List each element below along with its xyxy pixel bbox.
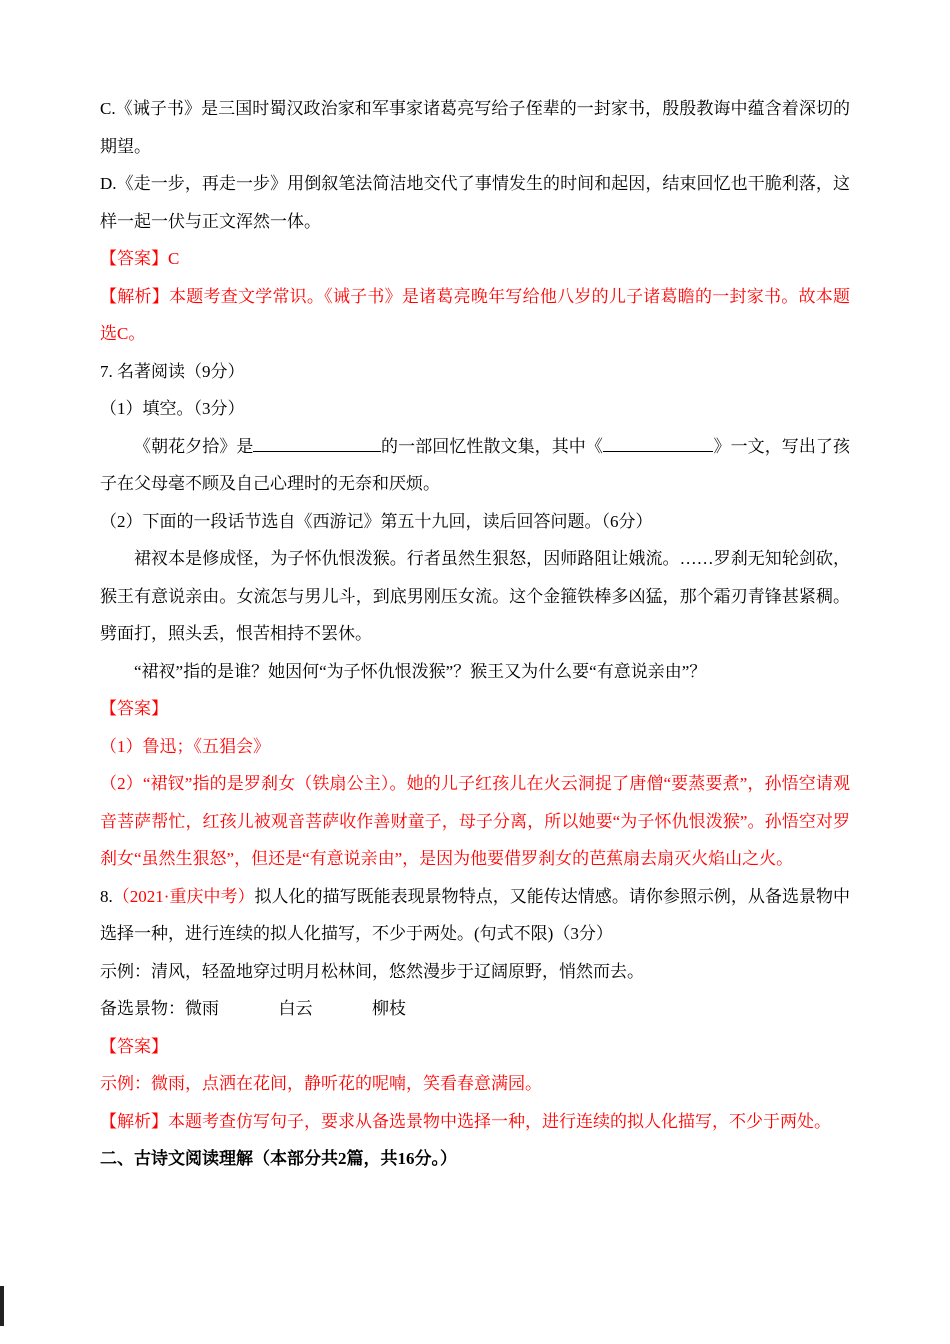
q8-options-label: 备选景物： — [100, 999, 185, 1018]
q7-part2-label: （2）下面的一段话节选自《西游记》第五十九回，读后回答问题。（6分） — [100, 511, 653, 531]
q7-journey-west-quote: 裙衩本是修成怪，为子怀仇恨泼猴。行者虽然生狠怒，因师路阻让娥流。……罗刹无知轮剑砍，猴王有意说亲由。女流怎与男儿斗，到底男刚压女流。这个金箍铁棒多凶猛，那个霜刃青锋甚紧稠。劈面打，照头丢，恨苦相持不罢休。 — [100, 549, 850, 643]
q8-question-text: 拟人化的描写既能表现景物特点，又能传达情感。请你参照示例，从备选景物中选择一种，进行连续的拟人化描写，不少于两处。(句式不限)（3分） — [100, 886, 850, 943]
q7-fill-text-1: 《朝花夕拾》是 — [134, 436, 254, 456]
q8-exam-source: （2021·重庆中考） — [112, 886, 255, 906]
q8-number: 8. — [100, 886, 113, 906]
q8-options-line — [100, 990, 850, 1028]
fill-blank-2 — [603, 434, 714, 452]
exam-document-page — [100, 90, 850, 1178]
q7-question-line: “裙衩”指的是谁？她因何“为子怀仇恨泼猴”？猴王又为什么要“有意说亲由”？ — [134, 661, 707, 681]
q7-answer-2: （2）“裙钗”指的是罗刹女（铁扇公主）。她的儿子红孩儿在火云洞捉了唐僧“要蒸要煮”，孙悟空请观音菩萨帮忙，红孩儿被观音菩萨收作善财童子，母子分离，所以她要“为子怀仇恨泼猴”。孙悟空对罗刹女“虽然生狠怒”，但还是“有意说亲由”，是因为他要借罗刹女的芭蕉扇去扇灭火焰山之火。 — [100, 774, 850, 868]
fill-blank-1 — [253, 434, 381, 452]
q7-part1-label: （1）填空。（3分） — [100, 399, 245, 418]
page-edge-mark — [0, 1286, 4, 1326]
q7-answer-label: 【答案】 — [100, 699, 168, 718]
q8-paragraph — [100, 878, 850, 953]
q8-analysis-line: 【解析】本题考查仿写句子，要求从备选景物中选择一种，进行连续的拟人化描写，不少于两处。 — [100, 1111, 831, 1131]
q8-example-line: 示例：清风，轻盈地穿过明月松林间，悠然漫步于辽阔原野，悄然而去。 — [100, 961, 644, 981]
q8-option-drizzle: 微雨 — [185, 999, 219, 1018]
q7-title: 7. 名著阅读（9分） — [100, 361, 245, 381]
q8-option-cloud: 白云 — [278, 999, 313, 1018]
q7-fill-text-3: 》一文，写出了孩子在父母毫不顾及自己心理时的无奈和厌烦。 — [100, 436, 851, 493]
q7-fill-in-paragraph — [100, 428, 850, 503]
q8-answer-line: 示例：微雨，点洒在花间，静听花的呢喃，笑看春意满园。 — [100, 1074, 542, 1093]
section-2-heading: 二、古诗文阅读理解（本部分共2篇，共16分。） — [100, 1149, 457, 1168]
q7-fill-text-2: 的一部回忆性散文集，其中《 — [380, 436, 603, 456]
q6-analysis-line: 【解析】本题考查文学常识。《诫子书》是诸葛亮晚年写给他八岁的儿子诸葛瞻的一封家书。故本题选C。 — [100, 286, 850, 343]
option-d: D.《走一步，再走一步》用倒叙笔法简洁地交代了事情发生的时间和起因，结束回忆也干脆利落，这样一起一伏与正文浑然一体。 — [100, 174, 850, 231]
q8-option-willow: 柳枝 — [372, 999, 406, 1018]
q7-answer-1: （1）鲁迅；《五猖会》 — [100, 736, 270, 756]
option-c: C.《诫子书》是三国时蜀汉政治家和军事家诸葛亮写给子侄辈的一封家书，殷殷教诲中蕴含着深切的期望。 — [100, 99, 850, 156]
q6-answer-line: 【答案】C — [100, 249, 180, 268]
q8-answer-label: 【答案】 — [100, 1036, 168, 1056]
